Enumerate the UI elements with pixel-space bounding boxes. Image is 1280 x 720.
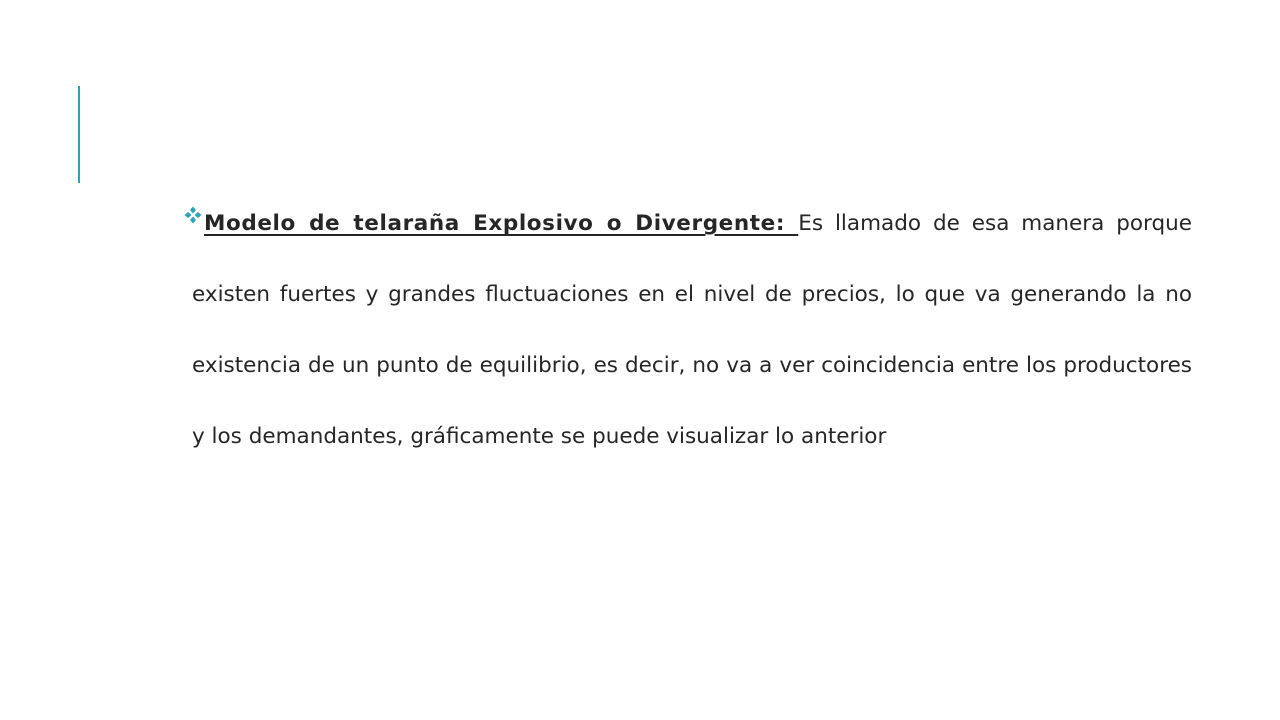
- bullet-heading: Modelo de telaraña Explosivo o Divergente:: [204, 211, 799, 236]
- bullet-body: Es llamado de esa manera porque existen fuertes y grandes fluctuaciones en el nivel de precios, lo que va generando la no existencia de un punto de equilibrio, es decir, no va a ver coincidencia entre los productores y los demandantes, gráficamente se puede visualizar lo anterior: [192, 211, 1192, 449]
- slide-bullet-paragraph: [192, 188, 1192, 472]
- four-diamond-bullet-icon: [184, 206, 202, 224]
- slide-accent-line: [78, 86, 80, 183]
